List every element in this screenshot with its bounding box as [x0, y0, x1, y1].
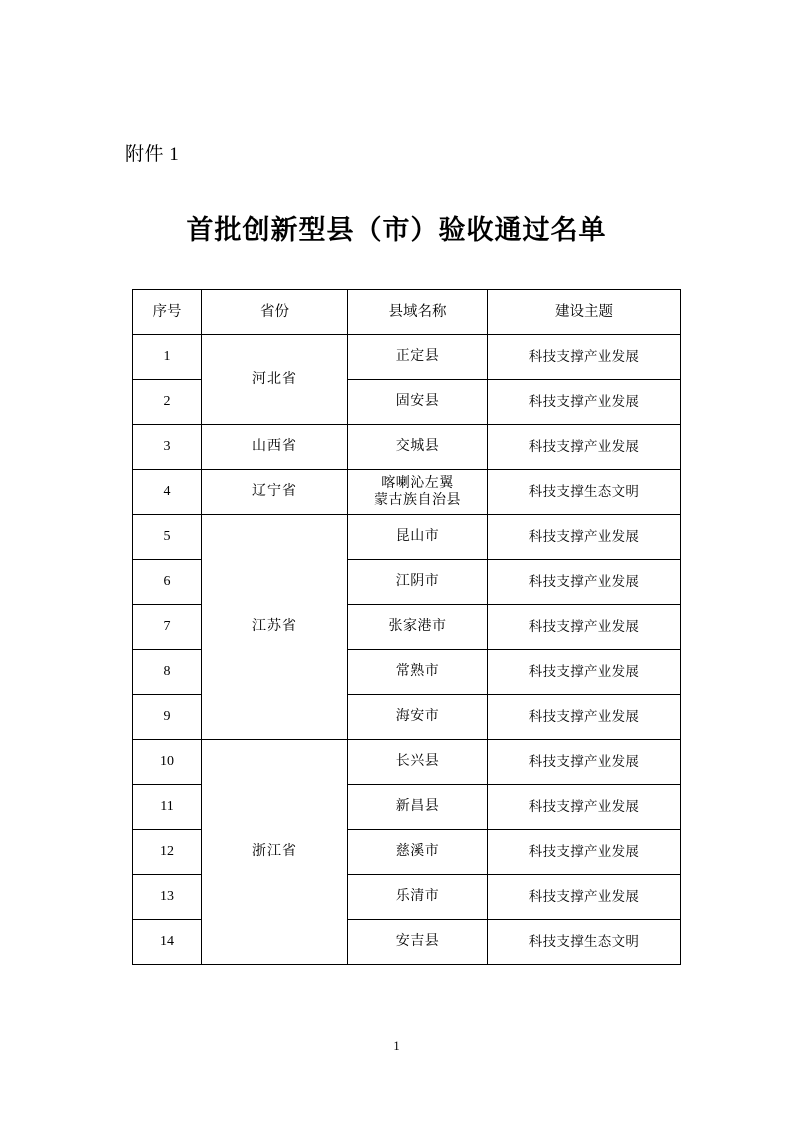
approved-county-list-table	[132, 289, 681, 965]
table-row	[133, 470, 681, 515]
cell-theme: 科技支撑产业发展	[488, 785, 681, 830]
table-row	[133, 740, 681, 785]
cell-index: 4	[133, 470, 202, 515]
cell-theme: 科技支撑产业发展	[488, 335, 681, 380]
cell-province: 山西省	[202, 425, 348, 470]
column-header-province: 省份	[202, 290, 348, 335]
cell-index: 13	[133, 875, 202, 920]
cell-theme: 科技支撑产业发展	[488, 650, 681, 695]
cell-index: 6	[133, 560, 202, 605]
cell-theme: 科技支撑产业发展	[488, 830, 681, 875]
cell-county: 长兴县	[348, 740, 488, 785]
cell-county: 昆山市	[348, 515, 488, 560]
cell-theme: 科技支撑产业发展	[488, 425, 681, 470]
cell-theme: 科技支撑产业发展	[488, 875, 681, 920]
cell-county: 正定县	[348, 335, 488, 380]
cell-index: 5	[133, 515, 202, 560]
cell-province: 河北省	[202, 335, 348, 425]
cell-theme: 科技支撑产业发展	[488, 515, 681, 560]
cell-theme: 科技支撑生态文明	[488, 470, 681, 515]
cell-theme: 科技支撑产业发展	[488, 380, 681, 425]
cell-county: 海安市	[348, 695, 488, 740]
cell-index: 7	[133, 605, 202, 650]
cell-index: 11	[133, 785, 202, 830]
page-number: 1	[393, 1039, 400, 1053]
cell-county: 固安县	[348, 380, 488, 425]
cell-province: 辽宁省	[202, 470, 348, 515]
cell-theme: 科技支撑产业发展	[488, 560, 681, 605]
column-header-index: 序号	[133, 290, 202, 335]
cell-province: 江苏省	[202, 515, 348, 740]
cell-province: 浙江省	[202, 740, 348, 965]
cell-county: 江阴市	[348, 560, 488, 605]
cell-theme: 科技支撑产业发展	[488, 695, 681, 740]
cell-index: 8	[133, 650, 202, 695]
cell-theme: 科技支撑产业发展	[488, 605, 681, 650]
table-body	[133, 335, 681, 965]
cell-county: 张家港市	[348, 605, 488, 650]
cell-county	[348, 470, 488, 515]
cell-county-line: 蒙古族自治县	[374, 493, 461, 508]
cell-theme: 科技支撑生态文明	[488, 920, 681, 965]
cell-index: 2	[133, 380, 202, 425]
cell-county: 常熟市	[348, 650, 488, 695]
cell-index: 3	[133, 425, 202, 470]
table-header-row	[133, 290, 681, 335]
cell-county: 新昌县	[348, 785, 488, 830]
table-header	[133, 290, 681, 335]
column-header-county: 县域名称	[348, 290, 488, 335]
column-header-theme: 建设主题	[488, 290, 681, 335]
page-title: 首批创新型县（市）验收通过名单	[186, 215, 607, 245]
table-row	[133, 425, 681, 470]
cell-county-line: 喀喇沁左翼	[381, 475, 454, 491]
cell-index: 14	[133, 920, 202, 965]
cell-county: 交城县	[348, 425, 488, 470]
attachment-label: 附件 1	[125, 144, 180, 165]
cell-index: 10	[133, 740, 202, 785]
cell-index: 9	[133, 695, 202, 740]
cell-county: 慈溪市	[348, 830, 488, 875]
cell-county: 安吉县	[348, 920, 488, 965]
cell-index: 1	[133, 335, 202, 380]
cell-theme: 科技支撑产业发展	[488, 740, 681, 785]
table-row	[133, 335, 681, 380]
cell-index: 12	[133, 830, 202, 875]
cell-county: 乐清市	[348, 875, 488, 920]
table-row	[133, 515, 681, 560]
